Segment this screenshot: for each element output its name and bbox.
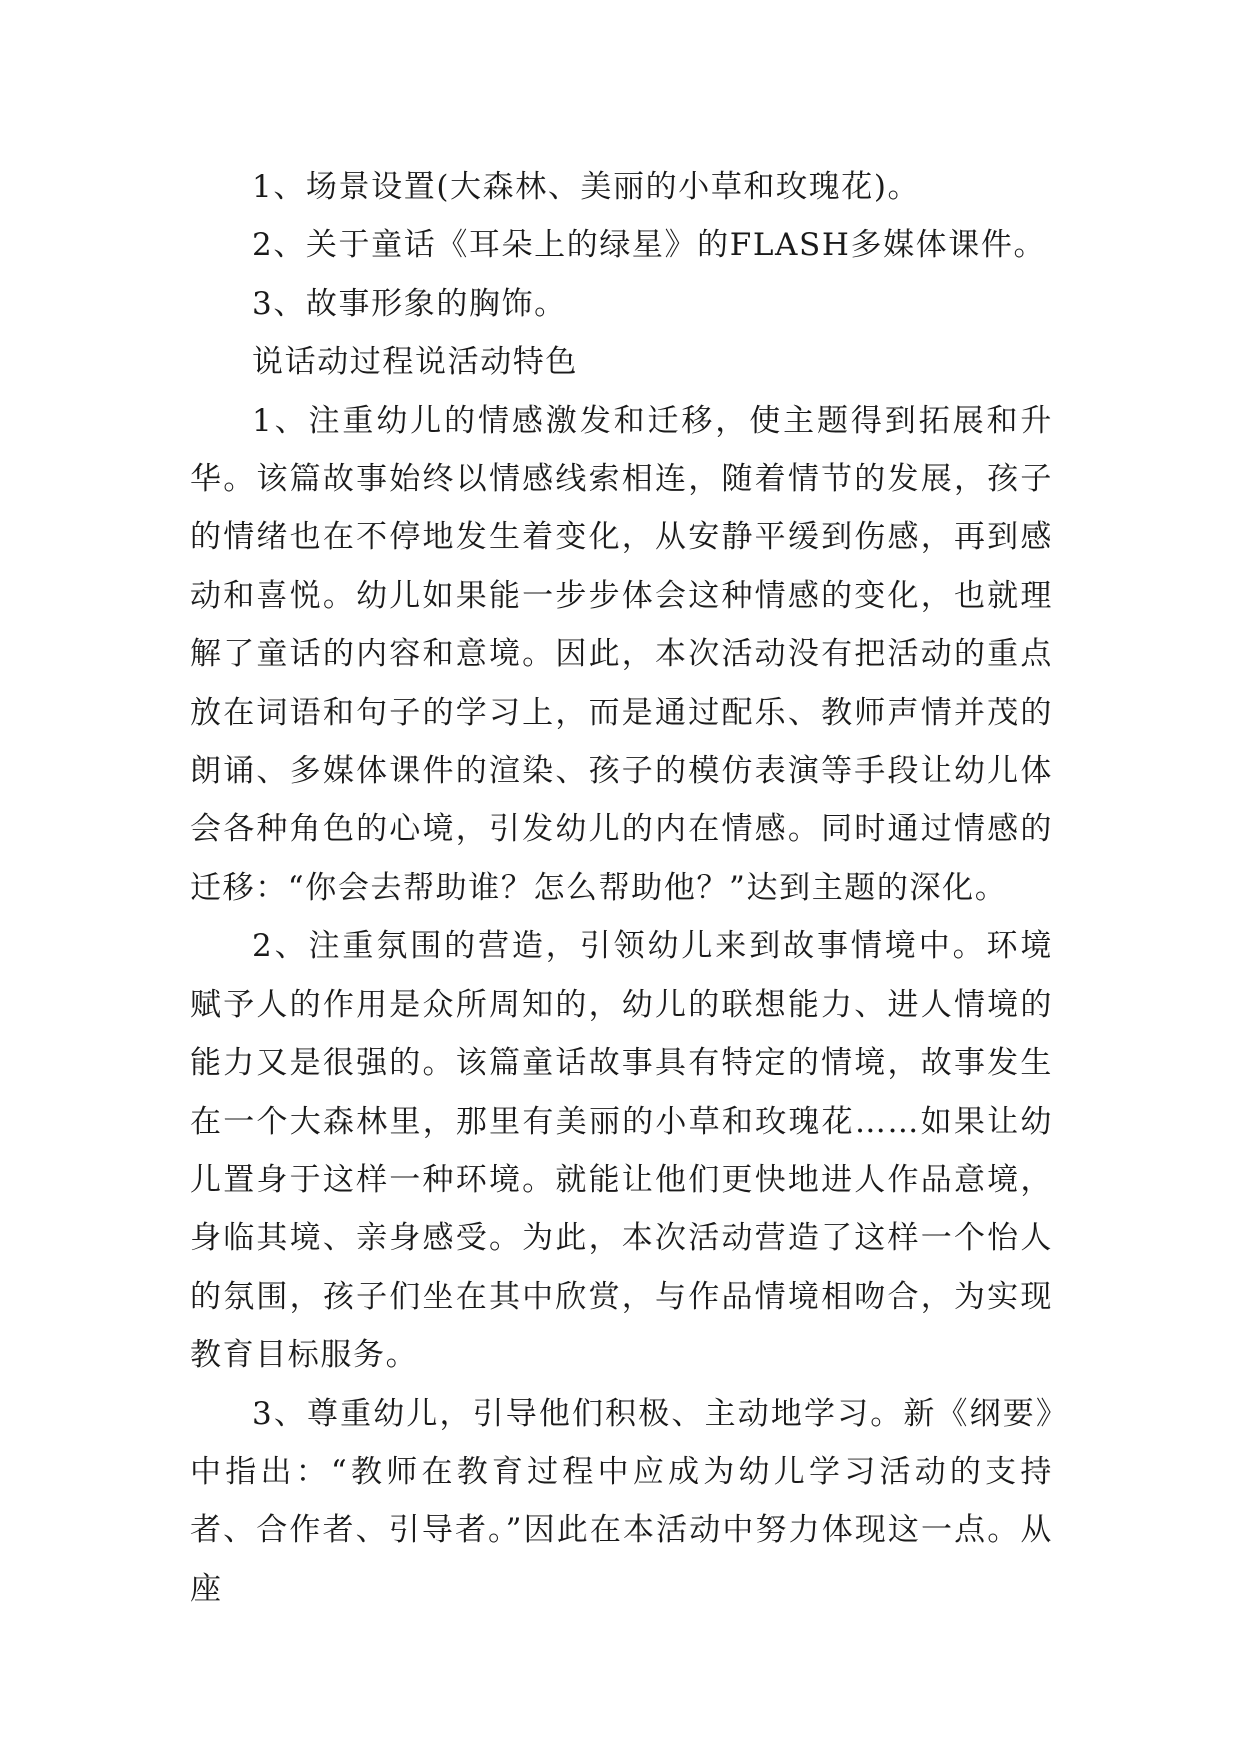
paragraph-feature-2: 2、注重氛围的营造，引领幼儿来到故事情境中。环境赋予人的作用是众所周知的，幼儿的联想能力、进人情境的能力又是很强的。该篇童话故事具有特定的情境，故事发生在一个大森林里，那里有美丽的小草和玫瑰花……如果让幼儿置身于这样一种环境。就能让他们更快地进人作品意境，身临其境、亲身感受。为此，本次活动营造了这样一个怡人的氛围，孩子们坐在其中欣赏，与作品情境相吻合，为实现教育目标服务。 <box>190 928 1053 1374</box>
paragraph-materials-2: 2、关于童话《耳朵上的绿星》的FLASH多媒体课件。 <box>252 227 1047 264</box>
section-heading: 说话动过程说活动特色 <box>252 344 578 381</box>
paragraph-materials-3: 3、故事形象的胸饰。 <box>252 285 567 322</box>
paragraph-feature-3: 3、尊重幼儿，引导他们积极、主动地学习。新《纲要》中指出：“教师在教育过程中应成为幼儿学习活动的支持者、合作者、引导者。”因此在本活动中努力体现这一点。从座 <box>190 1395 1053 1607</box>
paragraph-materials-1: 1、场景设置(大森林、美丽的小草和玫瑰花)。 <box>252 169 921 205</box>
document-body <box>190 158 1053 1618</box>
paragraph-feature-1: 1、注重幼儿的情感激发和迁移，使主题得到拓展和升华。该篇故事始终以情感线索相连，随着情节的发展，孩子的情绪也在不停地发生着变化，从安静平缓到伤感，再到感动和喜悦。幼儿如果能一步步体会这种情感的变化，也就理解了童话的内容和意境。因此，本次活动没有把活动的重点放在词语和句子的学习上，而是通过配乐、教师声情并茂的朗诵、多媒体课件的渲染、孩子的模仿表演等手段让幼儿体会各种角色的心境，引发幼儿的内在情感。同时通过情感的迁移：“你会去帮助谁？怎么帮助他？”达到主题的深化。 <box>190 402 1053 906</box>
